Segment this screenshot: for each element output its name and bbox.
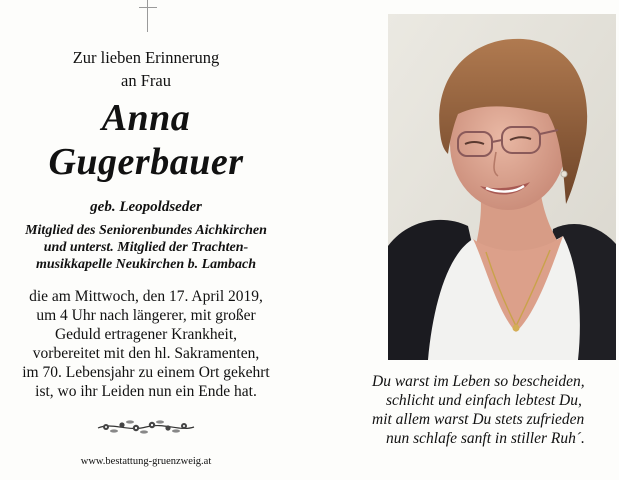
poem-line: Du warst im Leben so bescheiden,	[372, 373, 585, 390]
membership-line: und unterst. Mitglied der Trachten-	[43, 240, 249, 255]
death-notice-line: die am Mittwoch, den 17. April 2019,	[29, 288, 263, 305]
portrait-photo	[388, 14, 616, 360]
death-notice-line: ist, wo ihr Leiden nun ein Ende hat.	[35, 383, 257, 400]
floral-ornament-icon	[92, 416, 200, 438]
cross-icon	[137, 0, 159, 34]
maiden-name: geb. Leopoldseder	[90, 199, 202, 215]
death-notice-line: vorbereitet mit den hl. Sakramenten,	[32, 345, 260, 362]
intro-line-2: an Frau	[121, 71, 171, 90]
poem-line: mit allem warst Du stets zufrieden	[372, 411, 585, 428]
last-name: Gugerbauer	[48, 141, 244, 183]
membership-text	[0, 222, 292, 273]
intro-line-1: Zur lieben Erinnerung	[72, 48, 220, 67]
poem-line: schlicht und einfach lebtest Du,	[386, 392, 582, 409]
death-notice-line: um 4 Uhr nach längerer, mit großer	[36, 307, 256, 324]
memorial-poem	[372, 372, 619, 448]
first-name: Anna	[101, 97, 191, 139]
death-notice	[0, 287, 292, 401]
website-link[interactable]: www.bestattung-gruenzweig.at	[80, 456, 212, 467]
death-notice-line: im 70. Lebensjahr zu einem Ort gekehrt	[22, 364, 270, 381]
poem-line: nun schlafe sanft in stiller Ruh´.	[386, 430, 585, 447]
membership-line: musikkapelle Neukirchen b. Lambach	[35, 257, 257, 272]
death-notice-line: Geduld ertragener Krankheit,	[54, 326, 238, 343]
membership-line: Mitglied des Seniorenbundes Aichkirchen	[25, 223, 267, 238]
